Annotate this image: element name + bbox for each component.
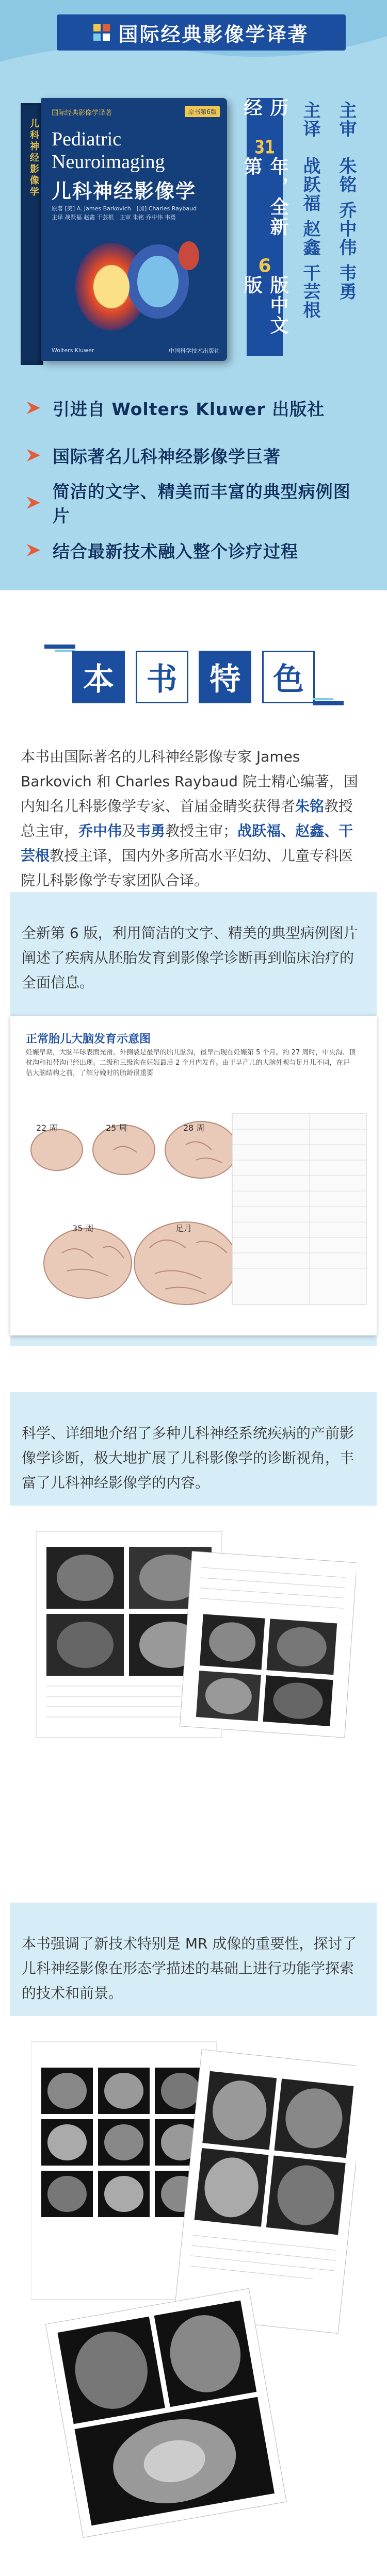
intro-highlight: 战跃福、赵鑫、干芸根 — [21, 822, 353, 864]
intro-highlight: 乔中伟 — [78, 822, 122, 839]
book-front-cover — [41, 98, 227, 361]
feature-box-2 — [10, 1392, 377, 1506]
cover-publisher-left: Wolters Kluwer — [52, 347, 94, 354]
week-label: 35 周 — [72, 1224, 94, 1233]
series-banner — [57, 14, 346, 51]
feature-box-2-text: 科学、详细地介绍了多种儿科神经系统疾病的产前影像学诊断，极大地扩展了儿科影像学的诊断视角，丰富了儿科神经影像学的内容。 — [22, 1425, 354, 1491]
cover-english-title — [52, 128, 165, 173]
sample-page-mri-images-1 — [31, 1526, 356, 1743]
cover-publisher-right: 中国科学技术出版社 — [169, 348, 220, 354]
book-cover-image — [21, 98, 227, 366]
arrow-right-icon — [26, 400, 42, 416]
features-title — [72, 651, 315, 703]
editors-chief-names: 战跃福 赵鑫 干芸根 — [300, 157, 320, 320]
features-title-char: 色 — [262, 651, 315, 703]
arrow-right-icon — [26, 447, 42, 464]
cover-series-label: 国际经典影像学译著 — [52, 109, 112, 117]
title-deco-left — [44, 645, 75, 653]
cover-edition-badge: 原书第6版 — [185, 106, 220, 117]
bullet-list — [26, 392, 366, 582]
week-label: 22 周 — [36, 1123, 58, 1133]
bullet-item — [26, 482, 366, 526]
arrow-right-icon — [26, 542, 42, 558]
hero-section — [0, 0, 387, 590]
feature-ribbon — [241, 98, 288, 356]
ribbon-mid: 年，全新第 — [241, 156, 288, 237]
intro-text: 教授主译，国内外多所高水平妇幼、儿童专科医院儿科影像学专家团队合译。 — [21, 847, 353, 889]
cover-authors-line1: 原著 [美] A. James Barkovich [加] Charles Raybaud — [52, 205, 197, 212]
feature-box-3 — [10, 1903, 377, 2016]
series-logo-icon — [93, 24, 110, 41]
week-label: 足月 — [175, 1224, 192, 1233]
cover-authors — [52, 204, 217, 222]
bullet-text: 引进自 Wolters Kluwer 出版社 — [53, 399, 325, 419]
arrow-right-icon — [26, 494, 42, 511]
sample-page-fetal-brain — [10, 1016, 377, 1335]
sample-page-desc: 妊娠早期，大脑半球表面光滑。外侧裂是最早的胎儿脑沟，最早出现在妊娠第 5 个月。约 27 周时，中央沟、顶枕沟和扣带沟已经出现。二级和三级沟在妊娠最后 2 个月内发育。由于早产儿的大脑外观与足月儿不同，在评估大脑结构之前，了解分娩时的胎龄很重要 — [26, 1049, 356, 1077]
title-deco-right — [313, 697, 344, 705]
week-label: 25 周 — [106, 1123, 127, 1133]
bullet-item — [26, 392, 366, 424]
intro-highlight: 朱铭 — [295, 798, 325, 815]
editors-review-label: 主审 — [336, 101, 357, 138]
bullet-text: 国际著名儿科神经影像学巨著 — [53, 446, 281, 467]
bullet-item — [26, 439, 366, 471]
book-spine — [21, 103, 43, 365]
cover-authors-line2: 主译 战跃福 赵鑫 干芸根 主审 朱铭 乔中伟 韦勇 — [52, 214, 176, 221]
intro-text: 教授总主审， — [21, 798, 353, 839]
intro-paragraph — [21, 745, 366, 893]
features-title-char: 本 — [72, 651, 125, 703]
book-spine-title: 儿科神经影像学 — [28, 119, 39, 198]
features-title-char: 特 — [199, 651, 251, 703]
intro-text: 及 — [122, 822, 137, 839]
intro-text: 本书由国际著名的儿科神经影像专家 James Barkovich 和 Charles Raybaud 院士精心编著，国内知名儿科影像学专家、首届金睛奖获得者 — [21, 748, 358, 815]
ribbon-edition: 6 — [258, 257, 271, 276]
editors-review-names: 朱铭 乔中伟 韦勇 — [336, 157, 357, 301]
editors-review — [328, 101, 364, 301]
week-label: 28 周 — [183, 1123, 205, 1133]
intro-text: 教授主审； — [165, 822, 238, 839]
sample-page-mri-images-2 — [31, 2037, 356, 2542]
cover-english-title-line2: Neuroimaging — [52, 151, 165, 173]
editors-chief-label: 主译 — [300, 101, 320, 138]
ribbon-pre: 历经 — [241, 98, 288, 118]
bullet-item — [26, 534, 366, 566]
feature-box-1-text: 全新第 6 版，利用简洁的文字、精美的典型病例图片阐述了疾病从胚胎发育到影像学诊断再到临床治疗的全面信息。 — [22, 924, 358, 991]
features-title-char: 书 — [136, 651, 188, 703]
cover-english-title-line1: Pediatric — [52, 128, 122, 150]
cover-brain-scan-image — [70, 230, 199, 338]
ribbon-years: 31 — [254, 138, 275, 157]
feature-box-3-text: 本书强调了新技术特别是 MR 成像的重要性，探讨了儿科神经影像在形态学描述的基础上进行功能学探索的技术和前景。 — [22, 1935, 357, 2002]
ribbon-post: 版中文版 — [241, 275, 288, 336]
cover-chinese-title: 儿科神经影像学 — [52, 180, 197, 203]
bullet-text: 简洁的文字、精美而丰富的典型病例图片 — [52, 482, 351, 526]
bullet-text: 结合最新技术融入整个诊疗过程 — [53, 541, 298, 562]
intro-highlight: 韦勇 — [136, 822, 166, 839]
sample-page-title: 正常胎儿大脑发育示意图 — [26, 1033, 151, 1046]
editors-chief — [292, 101, 328, 320]
series-title: 国际经典影像学译著 — [118, 23, 309, 46]
